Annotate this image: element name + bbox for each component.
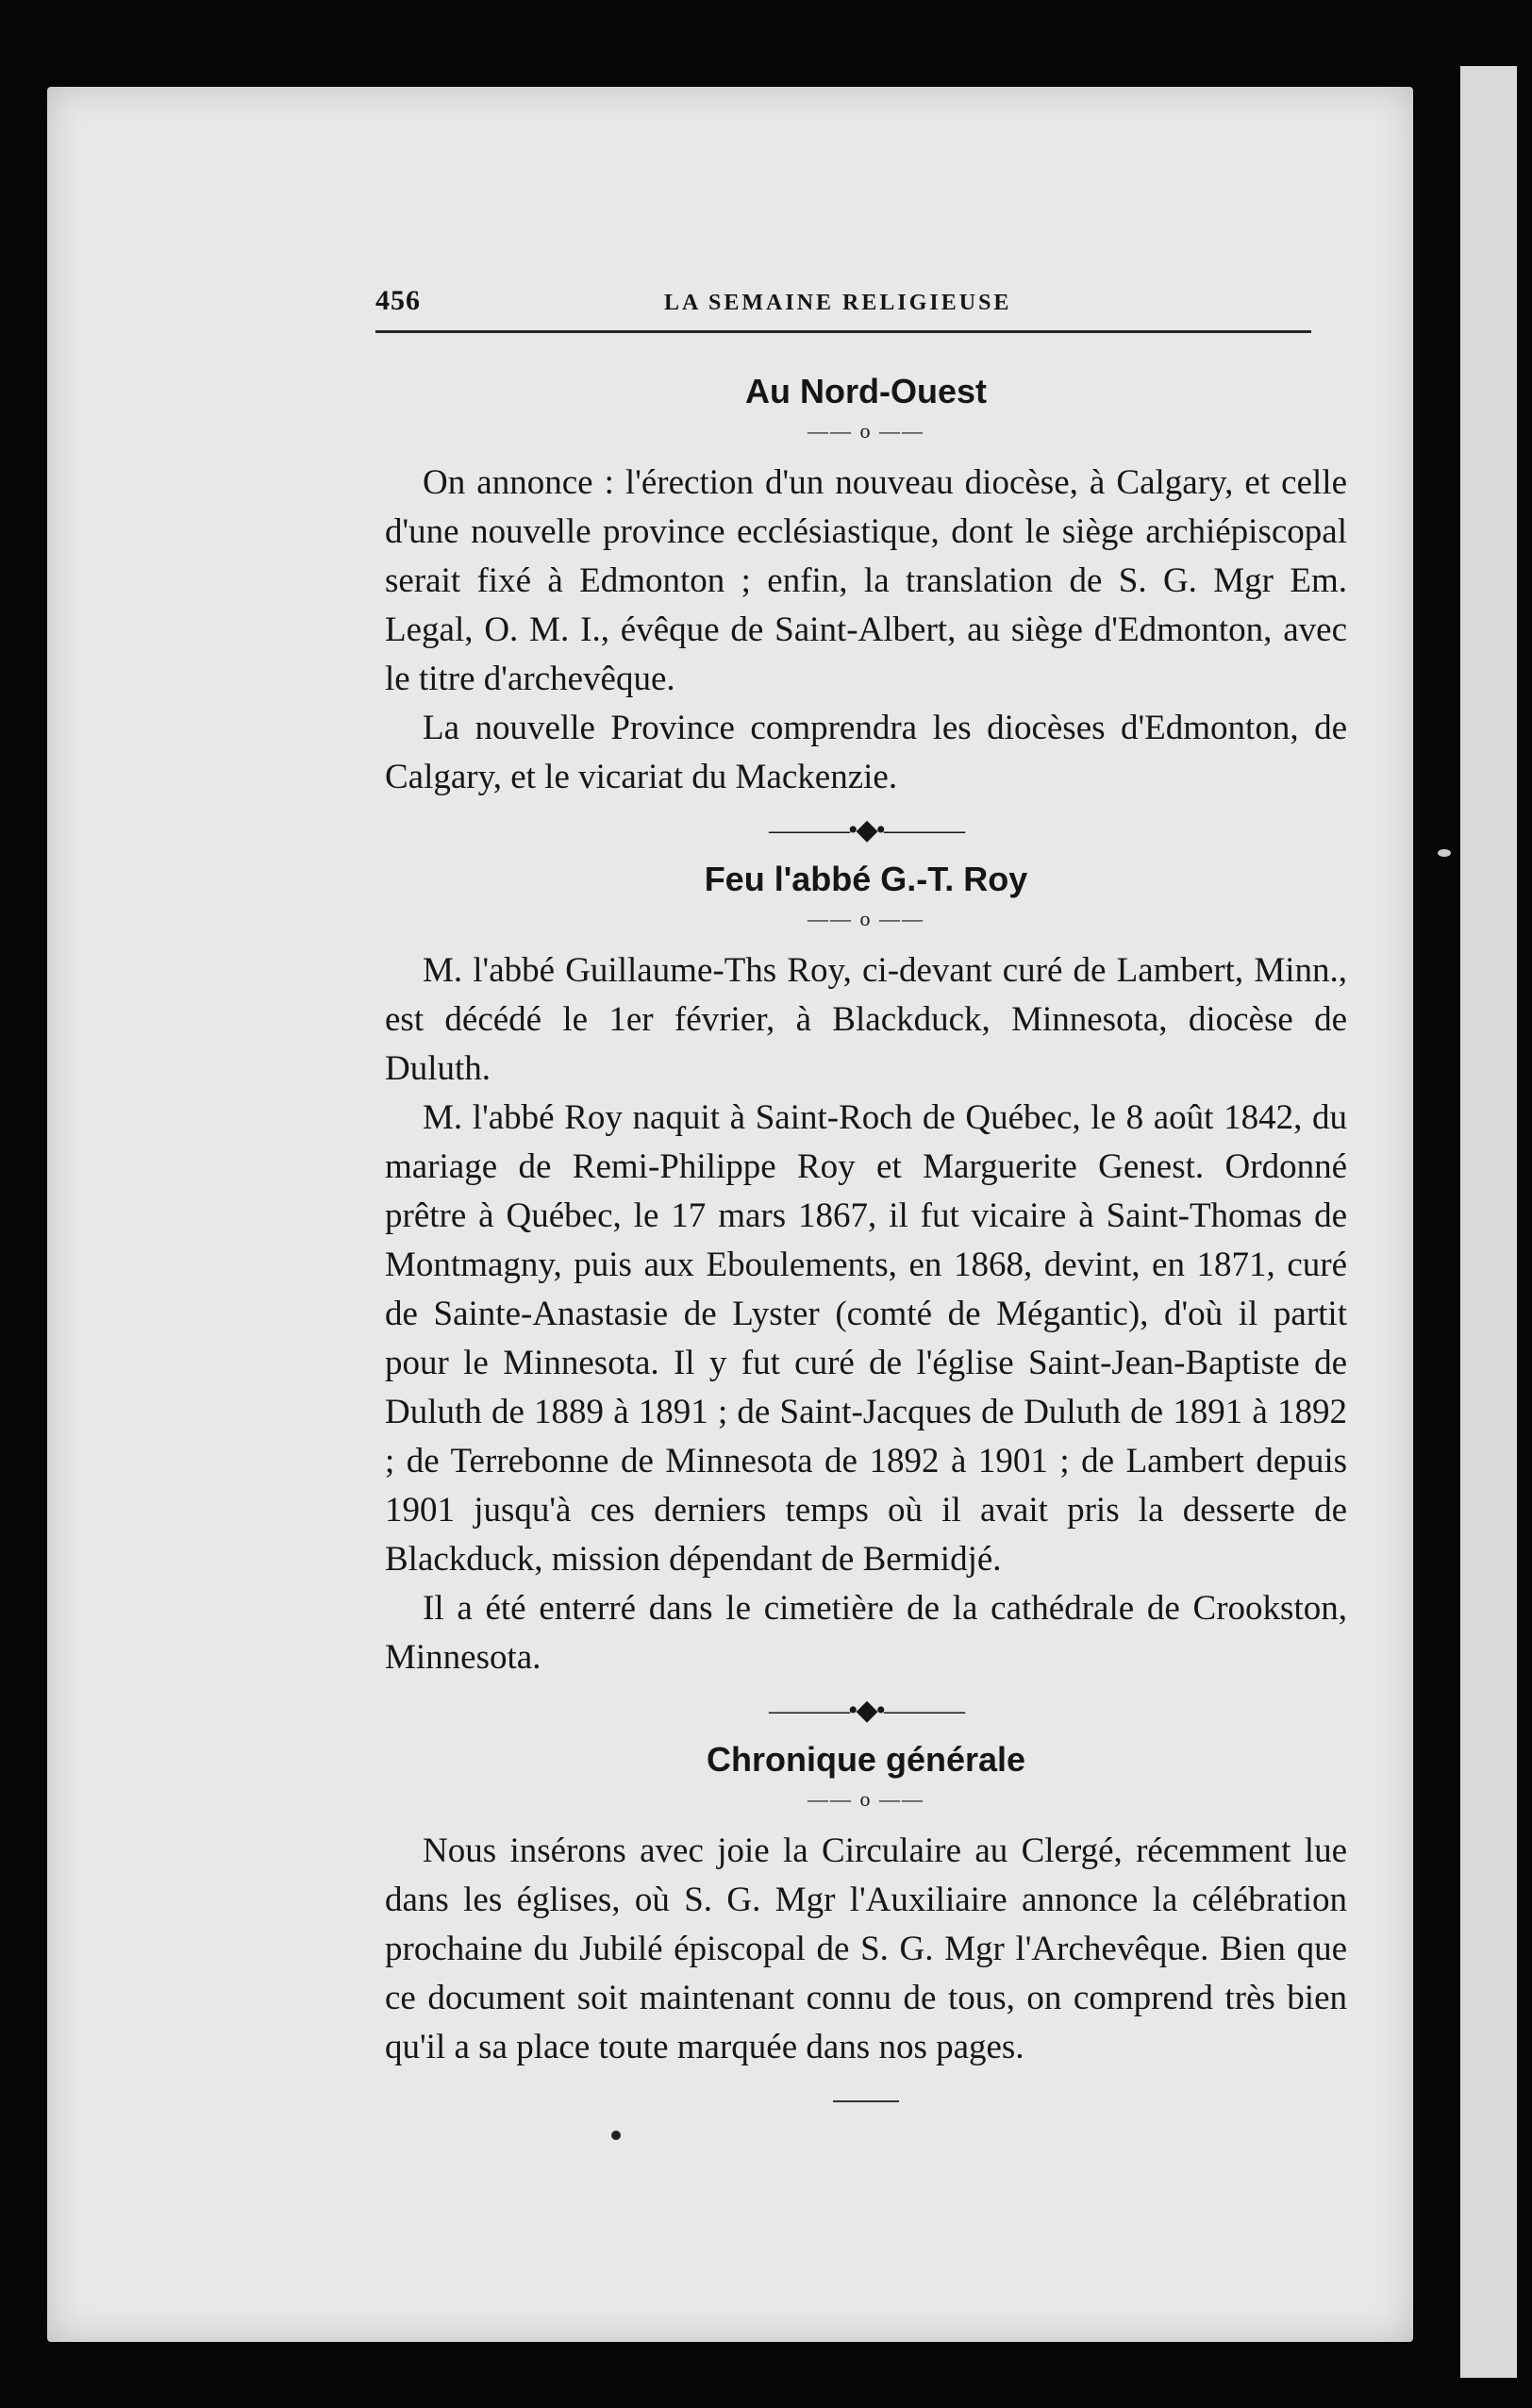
- article-title: Chronique générale: [706, 1740, 1026, 1779]
- paragraph: Nous insérons avec joie la Circulaire au Clergé, récemment lue dans les églises, où S. G. Mgr l'Auxiliaire annonce la célébration prochaine du Jubilé épiscopal de S. G. Mgr l'Archevêque. Bien que ce document soit maintenant connu de tous, on comprend très bien qu'il a sa place toute marquée dans nos pages.: [385, 1831, 1347, 2066]
- article-chronique-generale: [385, 1740, 1347, 2102]
- page-header: [375, 285, 1309, 328]
- title-separator: —— o ——: [808, 1787, 924, 1811]
- page-gutter: [1415, 38, 1458, 2406]
- end-rule: [833, 2100, 899, 2102]
- ink-speck: [1438, 849, 1451, 857]
- article-title: Au Nord-Ouest: [745, 372, 987, 410]
- paragraph: M. l'abbé Roy naquit à Saint-Roch de Québec, le 8 août 1842, du mariage de Remi-Philippe Roy et Marguerite Genest. Ordonné prêtre à Québec, le 17 mars 1867, il fut vicaire à Saint-Thomas de Montmagny, puis aux Eboulements, en 1868, devint, en 1871, curé de Sainte-Anastasie de Lyster (comté de Mégantic), d'où il partit pour le Minnesota. Il y fut curé de l'église Saint-Jean-Baptiste de Duluth de 1889 à 1891 ; de Saint-Jacques de Duluth de 1891 à 1892 ; de Terrebonne de Minnesota de 1892 à 1901 ; de Lambert depuis 1901 jusqu'à ces derniers temps où il avait pris la desserte de Blackduck, mission dépendant de Bermidjé.: [385, 1098, 1347, 1579]
- page-body: [385, 359, 1347, 2102]
- section-ornament: ———•◆•———: [768, 1695, 964, 1726]
- header-rule: [375, 330, 1311, 333]
- page-number: 456: [375, 285, 421, 316]
- paragraph: On annonce : l'érection d'un nouveau diocèse, à Calgary, et celle d'une nouvelle province ecclésiastique, dont le siège archiépiscopal serait fixé à Edmonton ; enfin, la translation de S. G. Mgr Em. Legal, O. M. I., évêque de Saint-Albert, au siège d'Edmonton, avec le titre d'archevêque.: [385, 463, 1347, 698]
- section-ornament: ———•◆•———: [768, 814, 964, 845]
- article-au-nord-ouest: [385, 372, 1347, 846]
- paragraph: Il a été enterré dans le cimetière de la cathédrale de Crookston, Minnesota.: [385, 1589, 1347, 1677]
- article-feu-abbe-roy: [385, 860, 1347, 1727]
- article-title: Feu l'abbé G.-T. Roy: [704, 860, 1028, 898]
- paragraph: La nouvelle Province comprendra les diocèses d'Edmonton, de Calgary, et le vicariat du Mackenzie.: [385, 709, 1347, 796]
- ink-speck: [611, 2131, 621, 2140]
- title-separator: —— o ——: [808, 907, 924, 930]
- running-head: LA SEMAINE RELIGIEUSE: [664, 291, 1012, 315]
- title-separator: —— o ——: [808, 419, 924, 443]
- paragraph: M. l'abbé Guillaume-Ths Roy, ci-devant curé de Lambert, Minn., est décédé le 1er février, à Blackduck, Minnesota, diocèse de Duluth.: [385, 951, 1347, 1088]
- facing-page-edge: [1460, 66, 1517, 2378]
